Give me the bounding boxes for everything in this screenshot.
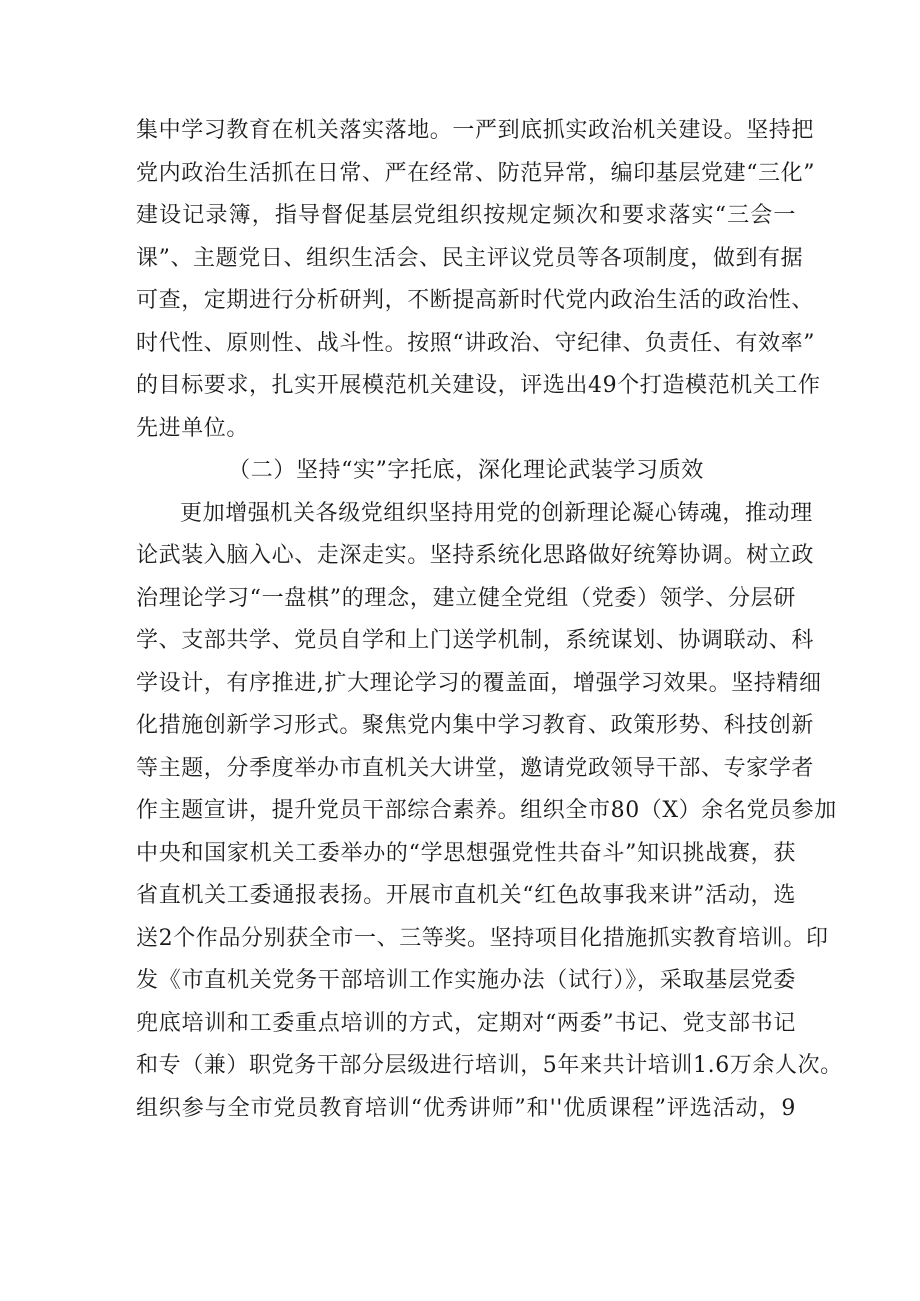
text-line: 化措施创新学习形式。聚焦党内集中学习教育、政策形势、科技创新 xyxy=(136,713,815,738)
text-line: 的目标要求，扎实开展模范机关建设，评选出49个打造模范机关工作 xyxy=(136,373,821,398)
text-line: 发《市直机关党务干部培训工作实施办法（试行）》，采取基层党委 xyxy=(136,968,796,993)
document-body xyxy=(136,110,843,1130)
text-line: 学、支部共学、党员自学和上门送学机制，系统谋划、协调联动、科 xyxy=(136,628,815,653)
text-line: 和专（兼）职党务干部分层级进行培训，5年来共计培训1.6万余人次。 xyxy=(136,1053,843,1078)
paragraph-political-organ xyxy=(136,110,821,450)
text-line: 先进单位。 xyxy=(136,415,250,441)
text-line: 治理论学习“一盘棋”的理念，建立健全党组（党委）领学、分层研 xyxy=(136,585,796,611)
text-line: 作主题宣讲，提升党员干部综合素养。组织全市80（X）余名党员参加 xyxy=(136,798,837,823)
text-line: 可查，定期进行分析研判，不断提高新时代党内政治生活的政治性、 xyxy=(136,288,815,313)
text-line: 论武装入脑入心、走深走实。坚持系统化思路做好统筹协调。树立政 xyxy=(136,543,815,568)
text-line: 更加增强机关各级党组织坚持用党的创新理论凝心铸魂，推动理 xyxy=(180,500,813,526)
section-heading: （二）坚持“实”字托底，深化理论武装学习质效 xyxy=(228,458,704,483)
text-line: 组织参与全市党员教育培训“优秀讲师”和''优质课程”评选活动，9 xyxy=(136,1095,796,1121)
text-line: 时代性、原则性、战斗性。按照“讲政治、守纪律、负责任、有效率” xyxy=(136,330,816,356)
text-line: 学设计，有序推进,扩大理论学习的覆盖面，增强学习效果。坚持精细 xyxy=(136,670,822,696)
paragraph-theory-study xyxy=(136,493,843,1131)
text-line: 集中学习教育在机关落实落地。一严到底抓实政治机关建设。坚持把 xyxy=(136,118,815,143)
text-line: 建设记录簿，指导督促基层党组织按规定频次和要求落实“三会一 xyxy=(136,203,796,228)
text-line: 等主题，分季度举办市直机关大讲堂，邀请党政领导干部、专家学者 xyxy=(136,755,815,781)
text-line: 课”、主题党日、组织生活会、民主评议党员等各项制度，做到有据 xyxy=(136,245,804,271)
text-line: 中央和国家机关工委举办的“学思想强党性共奋斗”知识挑战赛，获 xyxy=(136,840,796,866)
text-line: 送2个作品分别获全市一、三等奖。坚持项目化措施抓实教育培训。印 xyxy=(136,925,829,951)
text-line: 党内政治生活抓在日常、严在经常、防范异常，编印基层党建“三化” xyxy=(136,160,816,186)
text-line: 兜底培训和工委重点培训的方式，定期对“两委”书记、党支部书记 xyxy=(136,1010,796,1036)
text-line: 省直机关工委通报表扬。开展市直机关“红色故事我来讲”活动，选 xyxy=(136,883,796,908)
